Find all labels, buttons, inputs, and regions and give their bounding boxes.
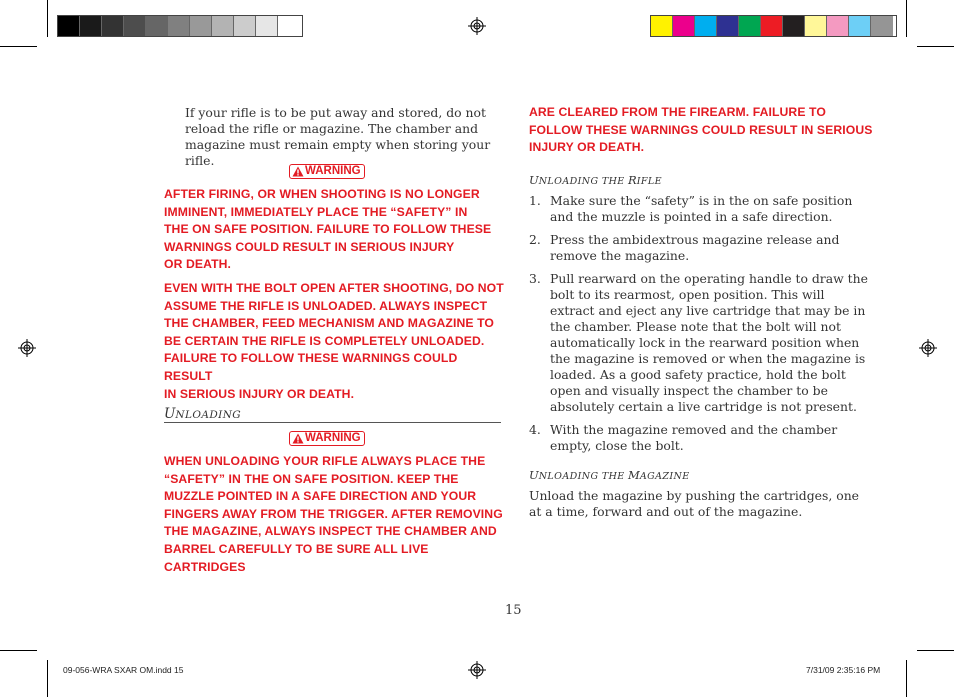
warning-line: IMMINENT, IMMEDIATELY PLACE THE “SAFETY” IN (164, 204, 468, 219)
warning-badge (289, 431, 365, 446)
magazine-paragraph: Unload the magazine by pushing the cartridges, one at a time, forward and out of the magazine. (529, 488, 860, 519)
heading-rule (164, 422, 501, 423)
color-swatch (212, 16, 234, 36)
file-slug: 09-056-WRA SXAR OM.indd 15 (63, 665, 184, 675)
warning-line: AFTER FIRING, OR WHEN SHOOTING IS NO LONGER (164, 187, 480, 201)
color-swatch (695, 16, 717, 36)
color-swatch (783, 16, 805, 36)
warning-line: WHEN UNLOADING YOUR RIFLE ALWAYS PLACE THE (164, 454, 486, 468)
color-swatch (278, 16, 300, 36)
section-heading-unloading: UNLOADING (164, 406, 242, 422)
warning-line: OR DEATH. (164, 257, 232, 272)
registration-mark-icon (919, 339, 937, 357)
color-swatch (673, 16, 695, 36)
intro-paragraph: If your rifle is to be put away and stored, do not reload the rifle or magazine. The chamber and magazine must remain empty when storing your rifle. (185, 105, 491, 168)
page-number: 15 (505, 603, 522, 618)
warning-line: THE MAGAZINE, ALWAYS INSPECT THE CHAMBER AND (164, 524, 497, 539)
color-swatch (234, 16, 256, 36)
warning-line: BARREL CAREFULLY TO BE SURE ALL LIVE CARTRIDGES (164, 541, 429, 574)
color-swatch (102, 16, 124, 36)
color-swatch (80, 16, 102, 36)
warning-line: ARE CLEARED FROM THE FIREARM. FAILURE TO (529, 105, 826, 119)
color-swatch (190, 16, 212, 36)
warning-line: FOLLOW THESE WARNINGS COULD RESULT IN SERIOUS (529, 122, 873, 137)
heading-unloading-the-rifle: UNLOADING THE RIFLE (529, 173, 662, 187)
color-swatch (761, 16, 783, 36)
grayscale-bar (57, 15, 303, 37)
list-item: 1. Make sure the “safety” is in the on safe position and the muzzle is pointed in a safe direction. (529, 193, 853, 224)
warning-line: INJURY OR DEATH. (529, 140, 645, 155)
warning-line: FAILURE TO FOLLOW THESE WARNINGS COULD RESULT (164, 351, 458, 383)
warning-line: MUZZLE POINTED IN A SAFE DIRECTION AND YOUR (164, 489, 477, 504)
registration-mark-icon (18, 339, 36, 357)
warning-line: ASSUME THE RIFLE IS UNLOADED. ALWAYS INSPECT (164, 298, 488, 313)
warning-bolt-open (164, 280, 509, 403)
warning-continued (529, 104, 874, 157)
color-swatch (256, 16, 278, 36)
warning-line: IN SERIOUS INJURY OR DEATH. (164, 386, 355, 401)
color-bar (650, 15, 897, 37)
color-swatch (146, 16, 168, 36)
registration-mark-icon (468, 661, 486, 679)
unloading-steps-list (529, 193, 869, 461)
list-item: 2. Press the ambidextrous magazine release and remove the magazine. (529, 232, 840, 263)
list-item: 4. With the magazine removed and the chamber empty, close the bolt. (529, 422, 838, 453)
warning-line: THE ON SAFE POSITION. FAILURE TO FOLLOW THESE (164, 222, 492, 237)
color-swatch (58, 16, 80, 36)
warning-line: THE CHAMBER, FEED MECHANISM AND MAGAZINE TO (164, 316, 494, 331)
warning-line: WARNINGS COULD RESULT IN SERIOUS INJURY (164, 239, 455, 254)
warning-label: WARNING (305, 432, 361, 444)
color-swatch (651, 16, 673, 36)
date-slug: 7/31/09 2:35:16 PM (806, 665, 881, 675)
warning-after-firing (164, 186, 509, 274)
color-swatch (871, 16, 893, 36)
color-swatch (739, 16, 761, 36)
color-swatch (168, 16, 190, 36)
color-swatch (124, 16, 146, 36)
warning-unloading (164, 453, 509, 576)
heading-unloading-the-magazine: UNLOADING THE MAGAZINE (529, 468, 690, 482)
list-item: 3. Pull rearward on the operating handle to draw the bolt to its rearmost, open position. This will extract and eject any live cartridge that may be in the chamber. Please note that the bolt will not automatically lock in the rearward position when the magazine is removed or when the magazine is loaded. As a good safety practice, hold the bolt open and visually inspect the chamber to be absolutely certain a live cartridge is not present. (529, 271, 868, 414)
color-swatch (849, 16, 871, 36)
warning-label: WARNING (305, 165, 361, 177)
warning-badge (289, 164, 365, 179)
warning-line: BE CERTAIN THE RIFLE IS COMPLETELY UNLOADED. (164, 333, 485, 348)
warning-line: “SAFETY” IN THE ON SAFE POSITION. KEEP THE (164, 471, 459, 486)
color-swatch (827, 16, 849, 36)
color-swatch (717, 16, 739, 36)
warning-triangle-icon (292, 433, 304, 444)
registration-mark-icon (468, 17, 486, 35)
warning-triangle-icon (292, 166, 304, 177)
warning-line: FINGERS AWAY FROM THE TRIGGER. AFTER REMOVING (164, 506, 503, 521)
warning-line: EVEN WITH THE BOLT OPEN AFTER SHOOTING, DO NOT (164, 281, 504, 295)
color-swatch (805, 16, 827, 36)
